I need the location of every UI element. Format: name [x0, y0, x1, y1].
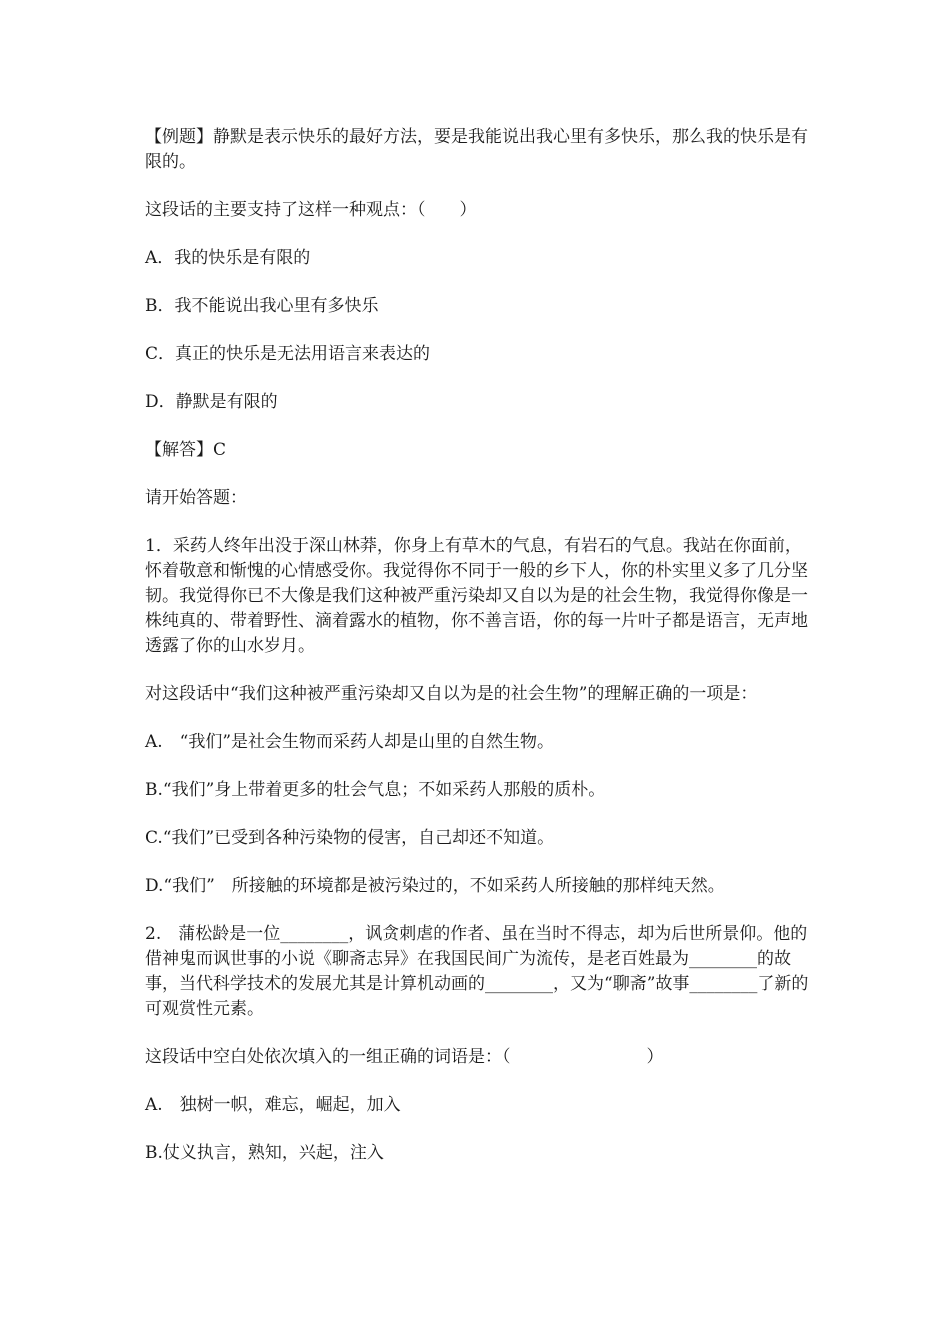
- q2-option-b: B.仗义执言，熟知，兴起，注入: [145, 1143, 384, 1163]
- q1-option-c: C.“我们”已受到各种污染物的侵害，自己却还不知道。: [145, 828, 555, 848]
- q1-prompt: 对这段话中“我们这种被严重污染却又自以为是的社会生物”的理解正确的一项是：: [145, 684, 758, 704]
- q1-option-a: A. “我们”是社会生物而采药人却是山里的自然生物。: [145, 732, 555, 752]
- q2-prompt: 这段话中空白处依次填入的一组正确的词语是：（ ）: [145, 1047, 664, 1067]
- example-option-a: A．我的快乐是有限的: [145, 248, 311, 268]
- example-prompt: 这段话的主要支持了这样一种观点：（ ）: [145, 200, 477, 220]
- q1-option-d: D.“我们” 所接触的环境都是被污染过的，不如采药人所接触的那样纯天然。: [145, 876, 725, 896]
- example-option-d: D．静默是有限的: [145, 392, 278, 412]
- example-option-c: C．真正的快乐是无法用语言来表达的: [145, 344, 431, 364]
- example-option-b: B．我不能说出我心里有多快乐: [145, 296, 379, 316]
- intro-text: 请开始答题：: [145, 488, 247, 508]
- q1-text: 1．采药人终年出没于深山林莽，你身上有草木的气息，有岩石的气息。我站在你面前，怀着敬意和惭愧的心情感受你。我觉得你不同于一般的乡下人，你的朴实里义多了几分坚韧。我觉得你已不大像是我们这种被严重污染却又自以为是的社会生物，我觉得你像是一株纯真的、带着野性、滴着露水的植物，你不善言语，你的每一片叶子都是语言，无声地透露了你的山水岁月。: [145, 536, 808, 656]
- q1-option-b: B.“我们”身上带着更多的牡会气息；不如采药人那般的质朴。: [145, 780, 606, 800]
- example-question: 【例题】静默是表示快乐的最好方法，要是我能说出我心里有多快乐，那么我的快乐是有限的。: [145, 127, 808, 172]
- q2-text: 2. 蒲松龄是一位________，讽贪刺虐的作者、虽在当时不得志，却为后世所景仰。他的借神鬼而讽世事的小说《聊斋志异》在我国民间广为流传，是老百姓最为________的故事，当代科学技术的发展尤其是计算机动画的________，又为“聊斋”故事________了新的可观赏性元素。: [145, 924, 809, 1019]
- document-page: [145, 125, 810, 1189]
- example-answer: 【解答】C: [145, 440, 227, 460]
- q2-option-a: A. 独树一帜，难忘，崛起，加入: [145, 1095, 401, 1115]
